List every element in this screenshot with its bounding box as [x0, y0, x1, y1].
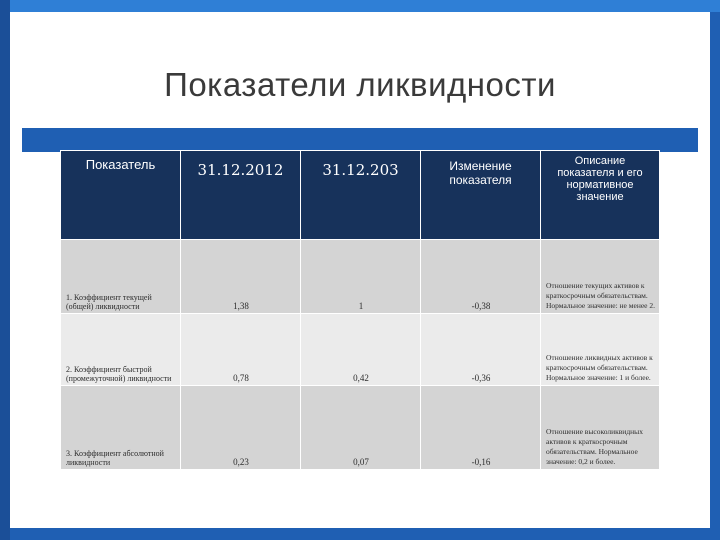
value-2013: 0,07 — [301, 386, 421, 470]
table-row — [61, 386, 660, 470]
table-header-row — [61, 151, 660, 240]
value-2013: 0,42 — [301, 314, 421, 386]
value-change: -0,16 — [421, 386, 541, 470]
liquidity-table — [60, 150, 660, 470]
indicator-name: 3. Коэффициент абсолютной ликвидности — [61, 386, 181, 470]
background-stripe-top — [0, 0, 720, 12]
indicator-description: Отношение ликвидных активов к краткосрочным обязательствам. Нормальное значение: 1 и более. — [541, 314, 660, 386]
header-date-2012: 31.12.2012 — [181, 151, 301, 240]
header-indicator: Показатель — [61, 151, 181, 240]
indicator-name: 2. Коэффициент быстрой (промежуточной) ликвидности — [61, 314, 181, 386]
header-description: Описание показателя и его нормативное значение — [541, 151, 660, 240]
header-change: Изменение показателя — [421, 151, 541, 240]
indicator-description: Отношение текущих активов к краткосрочным обязательствам. Нормальное значение: не менее 2. — [541, 240, 660, 314]
indicator-name: 1. Коэффициент текущей (общей) ликвидности — [61, 240, 181, 314]
value-2012: 0,23 — [181, 386, 301, 470]
table-row — [61, 314, 660, 386]
value-change: -0,36 — [421, 314, 541, 386]
value-change: -0,38 — [421, 240, 541, 314]
slide-title: Показатели ликвидности — [164, 66, 556, 103]
header-date-2013: 31.12.203 — [301, 151, 421, 240]
indicator-description: Отношение высоколиквидных активов к краткосрочным обязательствам. Нормальное значение: 0,2 и более. — [541, 386, 660, 470]
value-2012: 0,78 — [181, 314, 301, 386]
value-2012: 1,38 — [181, 240, 301, 314]
value-2013: 1 — [301, 240, 421, 314]
title-divider-band — [22, 128, 698, 152]
table-row — [61, 240, 660, 314]
